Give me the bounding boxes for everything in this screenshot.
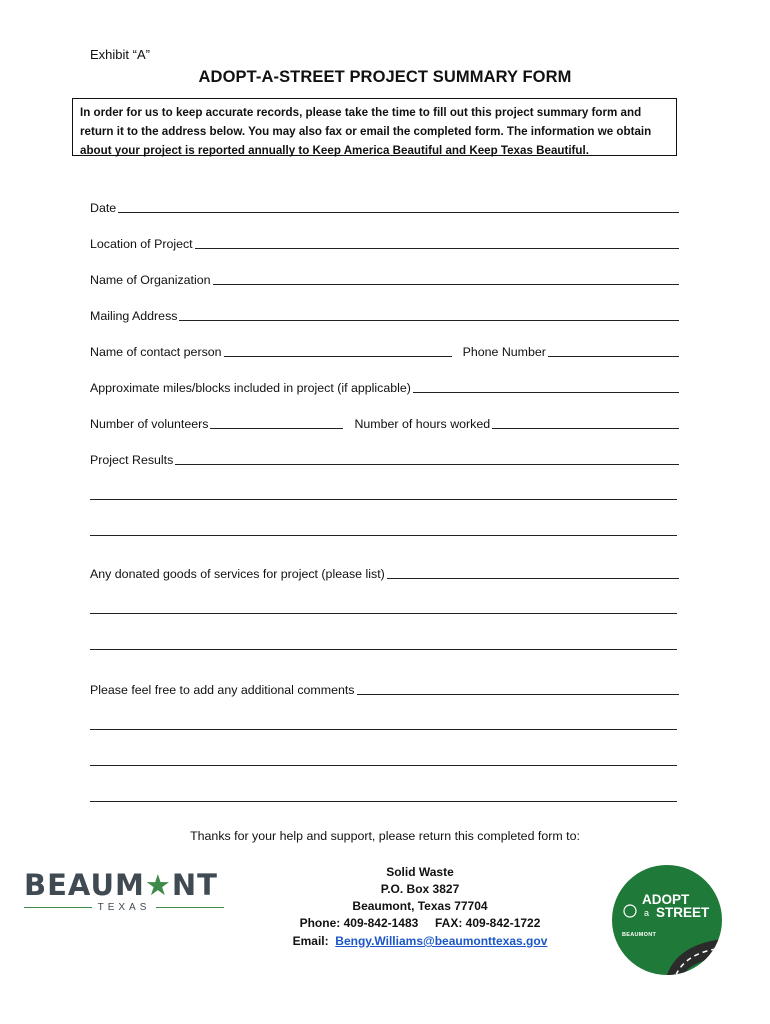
organization-line[interactable]	[213, 272, 679, 285]
date-line[interactable]	[118, 200, 679, 213]
volunteers-line[interactable]	[210, 416, 343, 429]
location-field[interactable]	[90, 235, 680, 251]
email-link[interactable]: Bengy.Williams@beaumonttexas.gov	[335, 934, 548, 948]
address-city: Beaumont, Texas 77704	[352, 899, 488, 913]
comments-label: Please feel free to add any additional comments	[90, 683, 355, 697]
miles-label: Approximate miles/blocks included in project (if applicable)	[90, 381, 411, 395]
fax-number: FAX: 409-842-1722	[435, 916, 541, 930]
phone-label: Phone Number	[462, 345, 546, 359]
location-line[interactable]	[195, 236, 679, 249]
road-icon	[612, 865, 722, 975]
location-label: Location of Project	[90, 237, 193, 251]
email-label: Email:	[292, 934, 329, 948]
mailing-label: Mailing Address	[90, 309, 178, 323]
mailing-line[interactable]	[179, 308, 679, 321]
thanks-text: Thanks for your help and support, please return this completed form to:	[190, 829, 580, 843]
results-blank-line[interactable]	[90, 535, 677, 536]
logo-street: STREET	[656, 905, 710, 920]
comments-field[interactable]	[90, 681, 680, 697]
date-label: Date	[90, 201, 117, 215]
address-contact	[240, 915, 600, 933]
adopt-a-street-logo	[612, 865, 722, 975]
address-email	[240, 933, 600, 951]
contact-field[interactable]	[90, 343, 680, 359]
logo-adopt: ADOPT	[642, 892, 690, 907]
hours-label: Number of hours worked	[354, 417, 491, 431]
hours-line[interactable]	[492, 416, 679, 429]
miles-field[interactable]	[90, 379, 680, 395]
organization-label: Name of Organization	[90, 273, 211, 287]
texas-subline: TEXAS	[24, 902, 224, 913]
phone-number: Phone: 409-842-1483	[299, 916, 419, 930]
date-field[interactable]	[90, 199, 680, 215]
comments-line[interactable]	[357, 682, 680, 695]
miles-line[interactable]	[413, 380, 679, 393]
form-title: ADOPT-A-STREET PROJECT SUMMARY FORM	[198, 68, 572, 86]
beaumont-wordmark: BEAUM★NT	[24, 868, 218, 902]
intro-box: In order for us to keep accurate records, please take the time to fill out this project summary form and return it to the address below. You may also fax or email the completed form. The information we obtain about your project is reported annually to Keep America Beautiful and Keep Texas Beautiful.	[72, 98, 677, 156]
organization-field[interactable]	[90, 271, 680, 287]
contact-label: Name of contact person	[90, 345, 222, 359]
mailing-field[interactable]	[90, 307, 680, 323]
star-icon: ★	[144, 868, 172, 902]
results-field[interactable]	[90, 451, 680, 467]
comments-blank-line[interactable]	[90, 765, 677, 766]
address-dept: Solid Waste	[386, 865, 454, 879]
donated-field[interactable]	[90, 565, 680, 581]
address-box: P.O. Box 3827	[380, 882, 460, 896]
results-label: Project Results	[90, 453, 174, 467]
contact-line[interactable]	[224, 344, 452, 357]
volunteers-field[interactable]	[90, 415, 680, 431]
logo-beaumont-small: BEAUMONT	[622, 932, 657, 938]
donated-blank-line[interactable]	[90, 649, 677, 650]
logo-a: a	[644, 908, 650, 918]
comments-blank-line[interactable]	[90, 729, 677, 730]
donated-blank-line[interactable]	[90, 613, 677, 614]
donated-line[interactable]	[387, 566, 679, 579]
results-blank-line[interactable]	[90, 499, 677, 500]
comments-blank-line[interactable]	[90, 801, 677, 802]
results-line[interactable]	[175, 452, 679, 465]
volunteers-label: Number of volunteers	[90, 417, 209, 431]
exhibit-label: Exhibit “A”	[90, 47, 150, 62]
beaumont-logo	[24, 868, 224, 913]
phone-line[interactable]	[548, 344, 679, 357]
donated-label: Any donated goods of services for project (please list)	[90, 567, 385, 581]
